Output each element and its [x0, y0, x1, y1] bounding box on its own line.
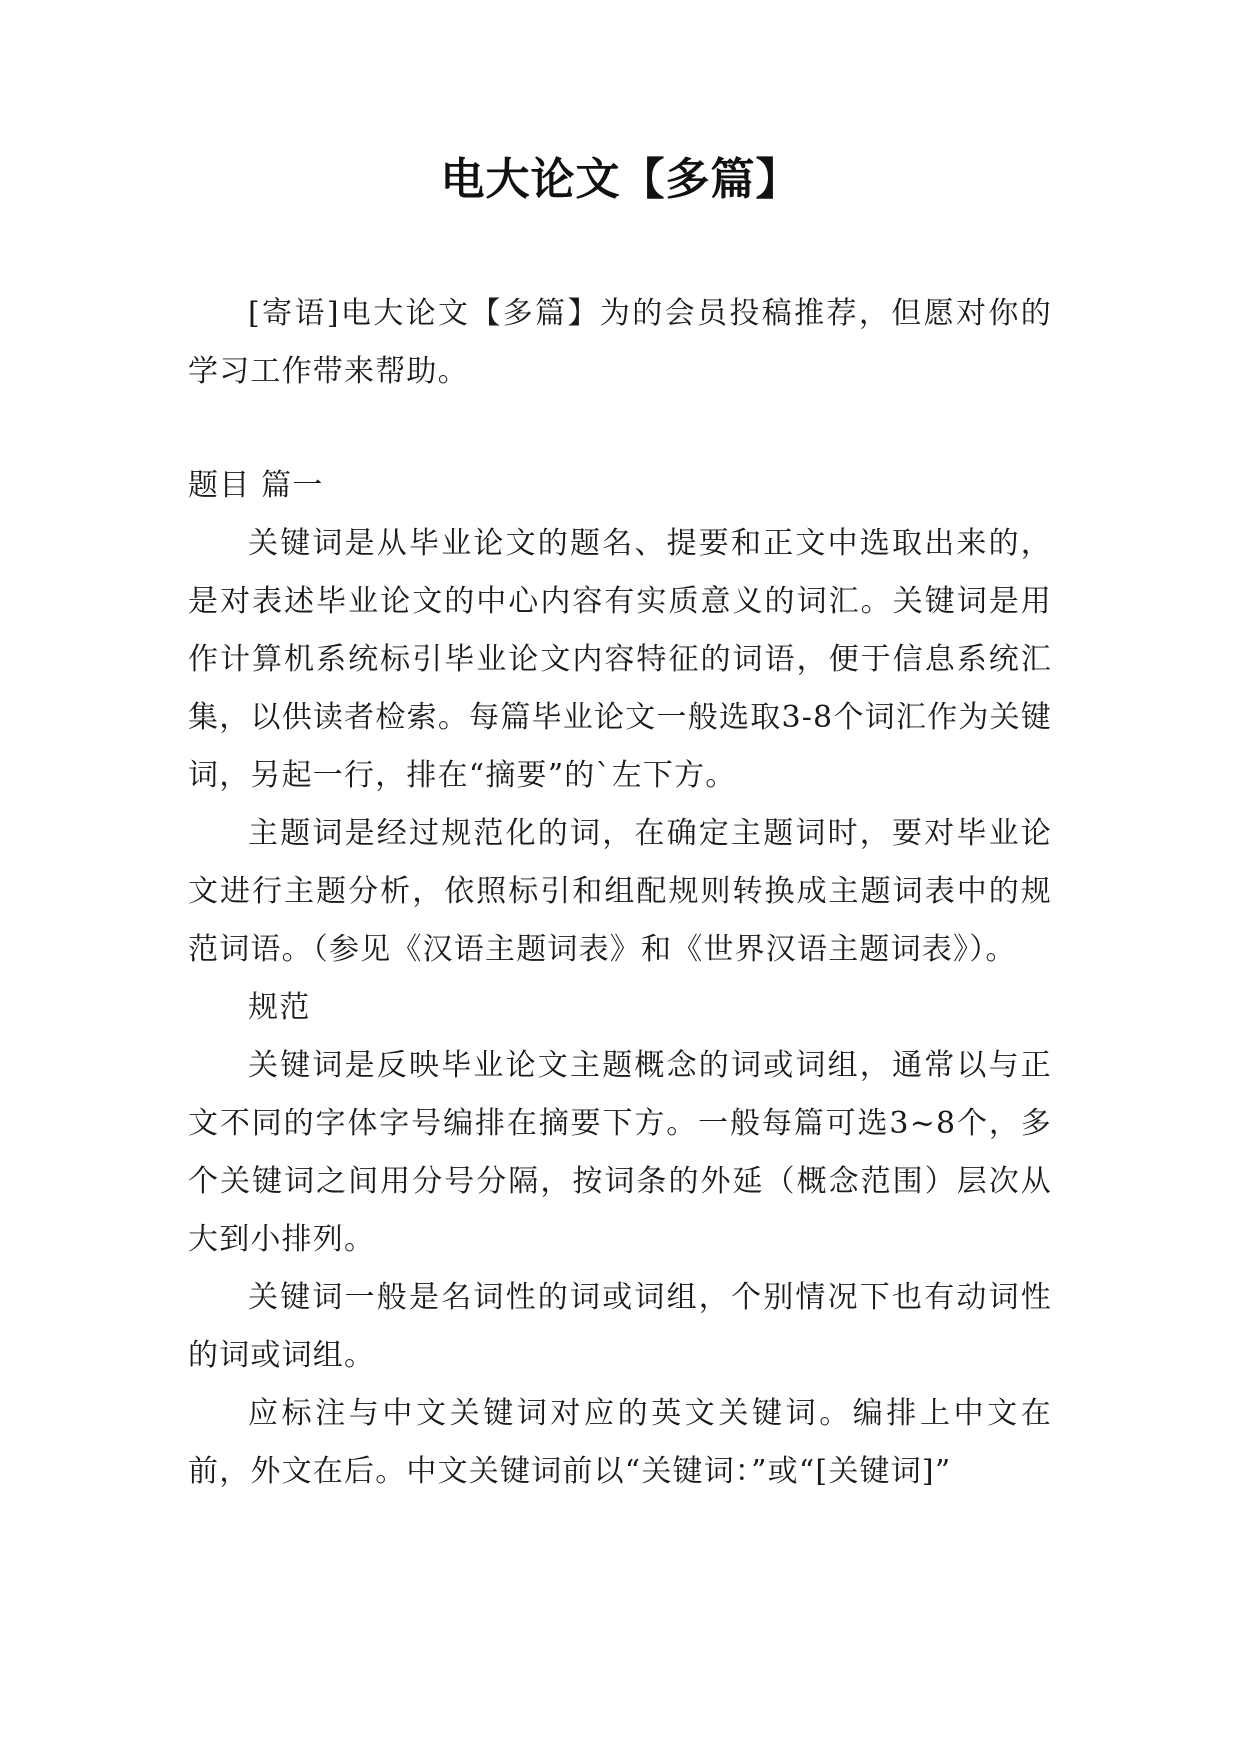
- document-title: 电大论文【多篇】: [440, 154, 801, 205]
- document-body: [188, 285, 1052, 1501]
- section-heading: 题目 篇一: [188, 468, 324, 503]
- body-paragraph: 关键词是反映毕业论文主题概念的词或词组，通常以与正文不同的字体字号编排在摘要下方。一般每篇可选3~8个，多个关键词之间用分号分隔，按词条的外延（概念范围）层次从大到小排列。: [188, 1048, 1052, 1257]
- lead-paragraph: [寄语]电大论文【多篇】为的会员投稿推荐，但愿对你的学习工作带来帮助。: [188, 296, 1052, 389]
- body-paragraph: 关键词是从毕业论文的题名、提要和正文中选取出来的，是对表述毕业论文的中心内容有实质意义的词汇。关键词是用作计算机系统标引毕业论文内容特征的词语，便于信息系统汇集，以供读者检索。每篇毕业论文一般选取3-8个词汇作为关键词，另起一行，排在“摘要”的`左下方。: [188, 526, 1052, 793]
- body-paragraph: 应标注与中文关键词对应的英文关键词。编排上中文在前，外文在后。中文关键词前以“关键词：”或“[关键词]”: [188, 1396, 1052, 1489]
- body-paragraph: 关键词一般是名词性的词或词组，个别情况下也有动词性的词或词组。: [188, 1280, 1052, 1373]
- body-paragraph: 主题词是经过规范化的词，在确定主题词时，要对毕业论文进行主题分析，依照标引和组配规则转换成主题词表中的规范词语。（参见《汉语主题词表》和《世界汉语主题词表》）。: [188, 816, 1052, 967]
- subheading-paragraph: 规范: [248, 990, 311, 1025]
